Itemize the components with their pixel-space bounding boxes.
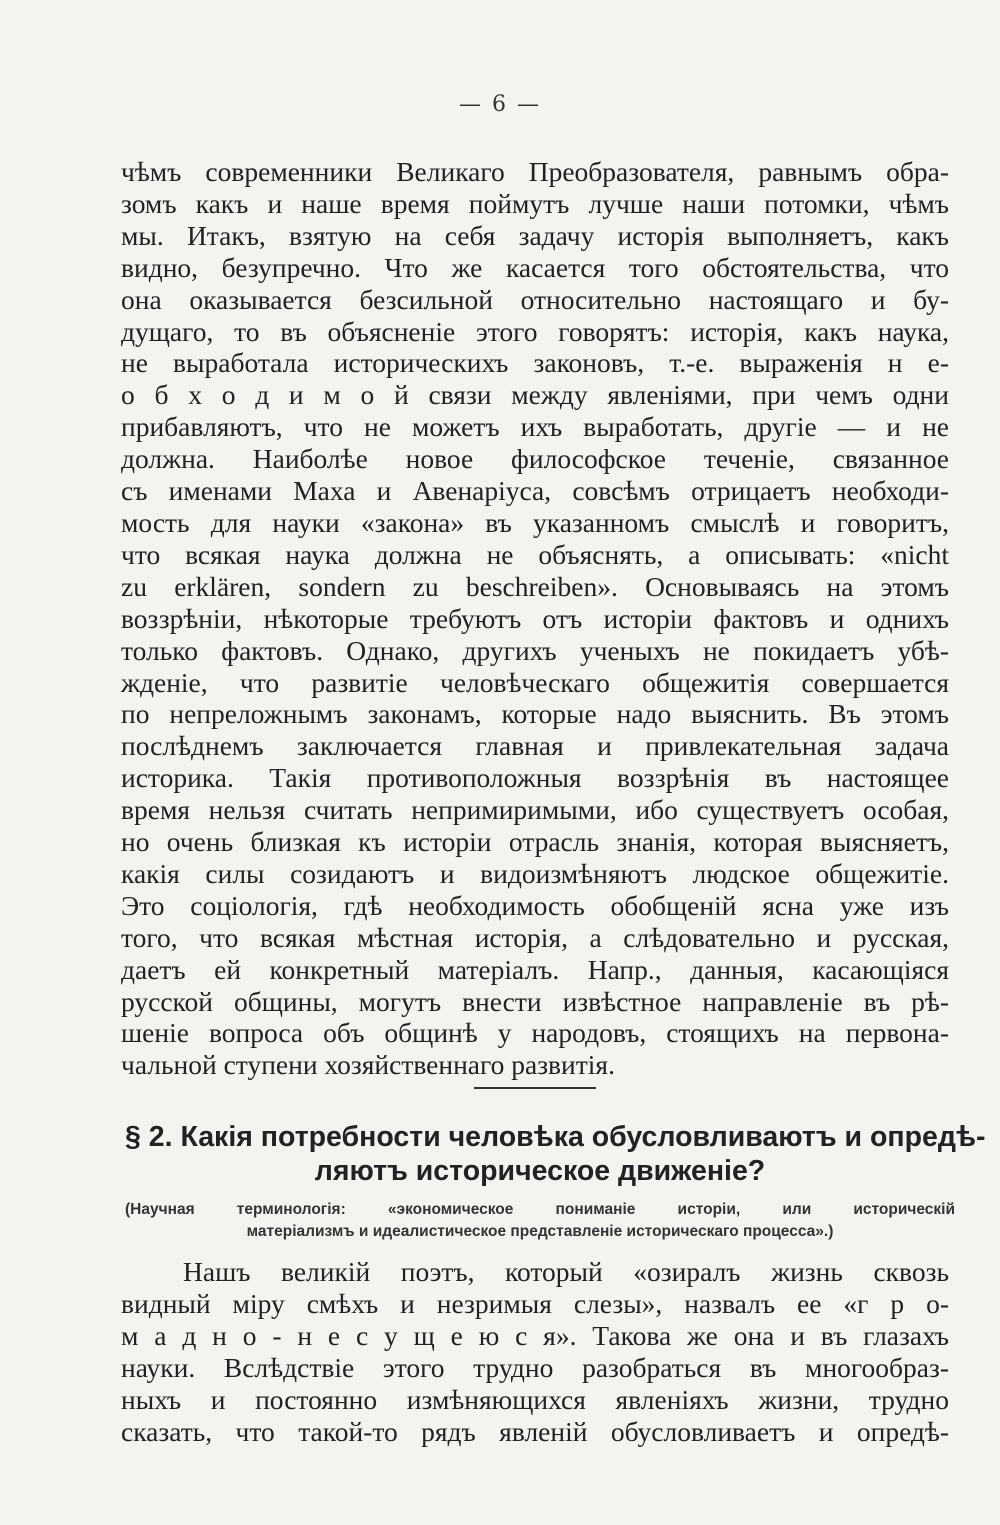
section-heading-line: ляютъ историческое движеніе?: [314, 1155, 766, 1187]
text-line: какія силы созидаютъ и видоизмѣняютъ людское общежитіе.: [121, 857, 949, 889]
section-subtitle: [125, 1199, 955, 1243]
text-line: zu erklären, sondern zu beschreiben». Основываясь на этомъ: [121, 570, 949, 602]
section-divider: [474, 1087, 596, 1089]
text-line: прибавляютъ, что не можетъ ихъ выработать, другіе — и не: [121, 411, 949, 443]
page-number: — 6 —: [459, 92, 541, 117]
text-line: о б х о д и м о й связи между явленіями, при чемъ одни: [121, 379, 949, 411]
paragraph-continued: [121, 156, 949, 1081]
text-line: видно, безупречно. Что же касается того обстоятельства, что: [121, 251, 949, 283]
text-line: но очень близкая къ исторіи отрасль знанія, которая выясняетъ,: [121, 826, 949, 858]
text-line: жденіе, что развитіе человѣческаго общежитія совершается: [121, 666, 949, 698]
subtitle-line: (Научная терминологія: «экономическое пониманіе исторіи, или историческій: [125, 1201, 955, 1218]
paragraph-new: [121, 1256, 949, 1447]
text-line: не выработала историческихъ законовъ, т.-е. выраженія н е-: [121, 347, 949, 379]
text-line: по непреложнымъ законамъ, которые надо выяснить. Въ этомъ: [121, 698, 949, 730]
text-line: Нашъ великій поэтъ, который «озиралъ жизнь сквозь: [183, 1256, 949, 1287]
text-line: даетъ ей конкретный матеріалъ. Напр., данныя, касающіяся: [121, 953, 949, 985]
text-line: сказать, что такой-то рядъ явленій обусловливаетъ и опредѣ-: [121, 1415, 949, 1447]
text-line: науки. Вслѣдствіе этого трудно разобраться въ многообраз-: [121, 1351, 949, 1383]
text-line: должна. Наиболѣе новое философское теченіе, связанное: [121, 443, 949, 475]
text-line: она оказывается безсильной относительно настоящаго и бу-: [121, 283, 949, 315]
section-heading: [125, 1120, 986, 1188]
text-line: того, что всякая мѣстная исторія, а слѣдовательно и русская,: [121, 921, 949, 953]
text-line: только фактовъ. Однако, другихъ ученыхъ не покидаетъ убѣ-: [121, 634, 949, 666]
text-line: чальной ступени хозяйственнаго развитія.: [121, 1049, 615, 1081]
subtitle-line: матеріализмъ и идеалистическое представленіе историческаго процесса».): [246, 1223, 834, 1240]
text-line: послѣднемъ заключается главная и привлекательная задача: [121, 730, 949, 762]
text-line: чѣмъ современники Великаго Преобразователя, равнымъ обра-: [121, 156, 949, 187]
text-line: что всякая наука должна не объяснять, а описывать: «nicht: [121, 538, 949, 570]
text-line: ныхъ и постоянно измѣняющихся явленіяхъ жизни, трудно: [121, 1383, 949, 1415]
text-line: шеніе вопроса объ общинѣ у народовъ, стоящихъ на первона-: [121, 1017, 949, 1049]
text-line: мость для науки «закона» въ указанномъ смыслѣ и говоритъ,: [121, 506, 949, 538]
section-heading-line: § 2. Какія потребности человѣка обусловливаютъ и опредѣ-: [125, 1121, 986, 1153]
text-line: видный міру смѣхъ и незримыя слезы», назвалъ ее «г р о-: [121, 1287, 949, 1319]
text-line: мы. Итакъ, взятую на себя задачу исторія выполняетъ, какъ: [121, 219, 949, 251]
text-line: м а д н о - н е с у щ е ю с я». Такова же она и въ глазахъ: [121, 1319, 949, 1351]
text-line: русской общины, могутъ внести извѣстное направленіе въ рѣ-: [121, 985, 949, 1017]
text-line: зомъ какъ и наше время поймутъ лучше наши потомки, чѣмъ: [121, 187, 949, 219]
text-line: воззрѣніи, нѣкоторые требуютъ отъ исторіи фактовъ и однихъ: [121, 602, 949, 634]
text-line: историка. Такія противоположныя воззрѣнія въ настоящее: [121, 762, 949, 794]
text-line: время нельзя считать непримиримыми, ибо существуетъ особая,: [121, 794, 949, 826]
text-line: Это соціологія, гдѣ необходимость обобщеній ясна уже изъ: [121, 889, 949, 921]
text-line: дущаго, то въ объясненіе этого говорятъ: исторія, какъ наука,: [121, 315, 949, 347]
text-line: съ именами Маха и Авенаріуса, совсѣмъ отрицаетъ необходи-: [121, 475, 949, 507]
